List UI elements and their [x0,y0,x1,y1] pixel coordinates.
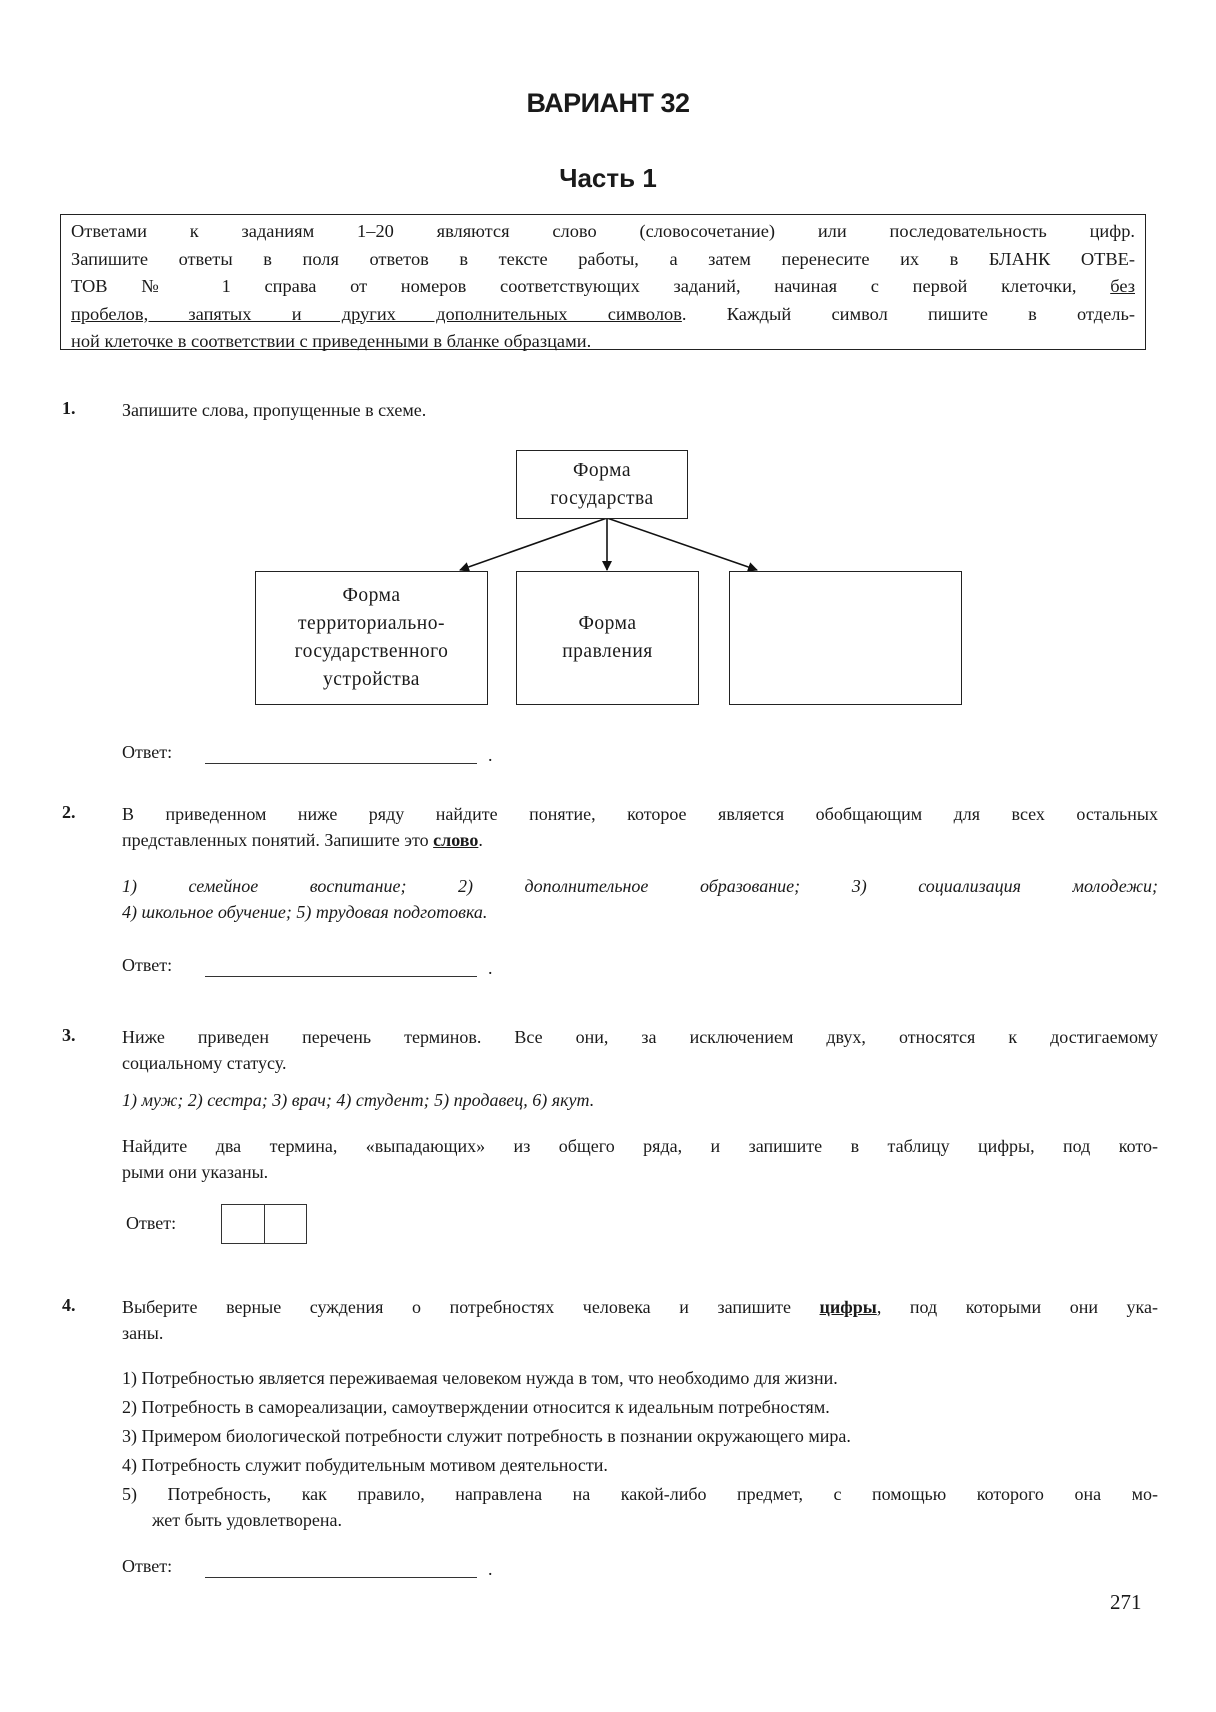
answer-label: Ответ: [122,955,173,975]
question-4-option: 5) Потребность, как правило, направлена на какой-либо предмет, с помощью которого она мо- жет быть удовлетворена. [122,1484,1158,1530]
instructions-line: Запишите ответы в поля ответов в тексте работы, а затем перенесите их в БЛАНК ОТВЕ- [71,248,1135,269]
question-4-option: 3) Примером биологической потребности служит потребность в познании окружающего мира. [122,1426,851,1446]
answer-3-cells [221,1204,307,1244]
question-4-option: 4) Потребность служит побудительным мотивом деятельности. [122,1455,608,1475]
variant-title: ВАРИАНТ 32 [526,88,690,118]
answer-cell[interactable] [222,1205,264,1243]
emphasis-word: слово [433,830,479,850]
instructions-emphasis: пробелов, запятых и других дополнительных символов [71,303,682,324]
answer-dot: . [488,1559,493,1579]
instructions-line: ТОВ № 1 справа от номеров соответствующих заданий, начиная с первой клеточки, без [71,276,1135,296]
question-1-text: Запишите слова, пропущенные в схеме. [122,400,427,420]
question-3-text: Ниже приведен перечень терминов. Все они, за исключением двух, относятся к достигаемому социальному статусу. [122,1027,1158,1073]
answer-2-field[interactable] [205,976,477,977]
answer-1-field[interactable] [205,763,477,764]
answer-dot: . [488,958,493,978]
question-4-option: 1) Потребностью является переживаемая человеком нужда в том, что необходимо для жизни. [122,1368,838,1388]
instructions-emphasis: без [1110,276,1135,296]
question-2-options: 1) семейное воспитание; 2) дополнительное образование; 3) социализация молодежи; 4) школьное обучение; 5) трудовая подготовка. [122,876,1158,922]
instructions-line: ной клеточке в соответствии с приведенными в бланке образцами. [71,331,592,351]
emphasis-word: цифры [819,1297,877,1317]
diagram-child-government-box: Форма правления [516,571,699,705]
diagram-child-empty-box[interactable] [729,571,962,705]
question-4-number: 4. [62,1295,76,1315]
question-3-options: 1) муж; 2) сестра; 3) врач; 4) студент; 5) продавец, 6) якут. [122,1090,595,1110]
question-3-number: 3. [62,1025,76,1045]
answer-4-field[interactable] [205,1577,477,1578]
instructions-line: пробелов, запятых и других дополнительных символов. Каждый символ пишите в отдель- [71,303,1135,324]
answer-label: Ответ: [126,1213,177,1233]
answer-dot: . [488,745,493,765]
answer-label: Ответ: [122,1556,173,1576]
question-2-text: В приведенном ниже ряду найдите понятие, которое является обобщающим для всех остальных представленных понятий. Запишите это слово. [122,804,1158,850]
answer-cell[interactable] [264,1205,306,1243]
question-2-number: 2. [62,802,76,822]
page-number: 271 [1110,1590,1142,1614]
part-title: Часть 1 [559,163,657,193]
question-4-text: Выберите верные суждения о потребностях человека и запишите цифры, под которыми они ука- заны. [122,1297,1159,1343]
question-1-number: 1. [62,398,76,418]
instructions-line: Ответами к заданиям 1–20 являются слово (словосочетание) или последовательность цифр. [71,221,1135,241]
question-3-task: Найдите два термина, «выпадающих» из общего ряда, и запишите в таблицу цифры, под кото- рыми они указаны. [122,1136,1158,1182]
question-4-option: 2) Потребность в самореализации, самоутверждении относится к идеальным потребностям. [122,1397,830,1417]
diagram-child-territorial-box: Форма территориально- государственного устройства [255,571,488,705]
answer-label: Ответ: [122,742,173,762]
diagram-root-box: Форма государства [516,450,688,519]
